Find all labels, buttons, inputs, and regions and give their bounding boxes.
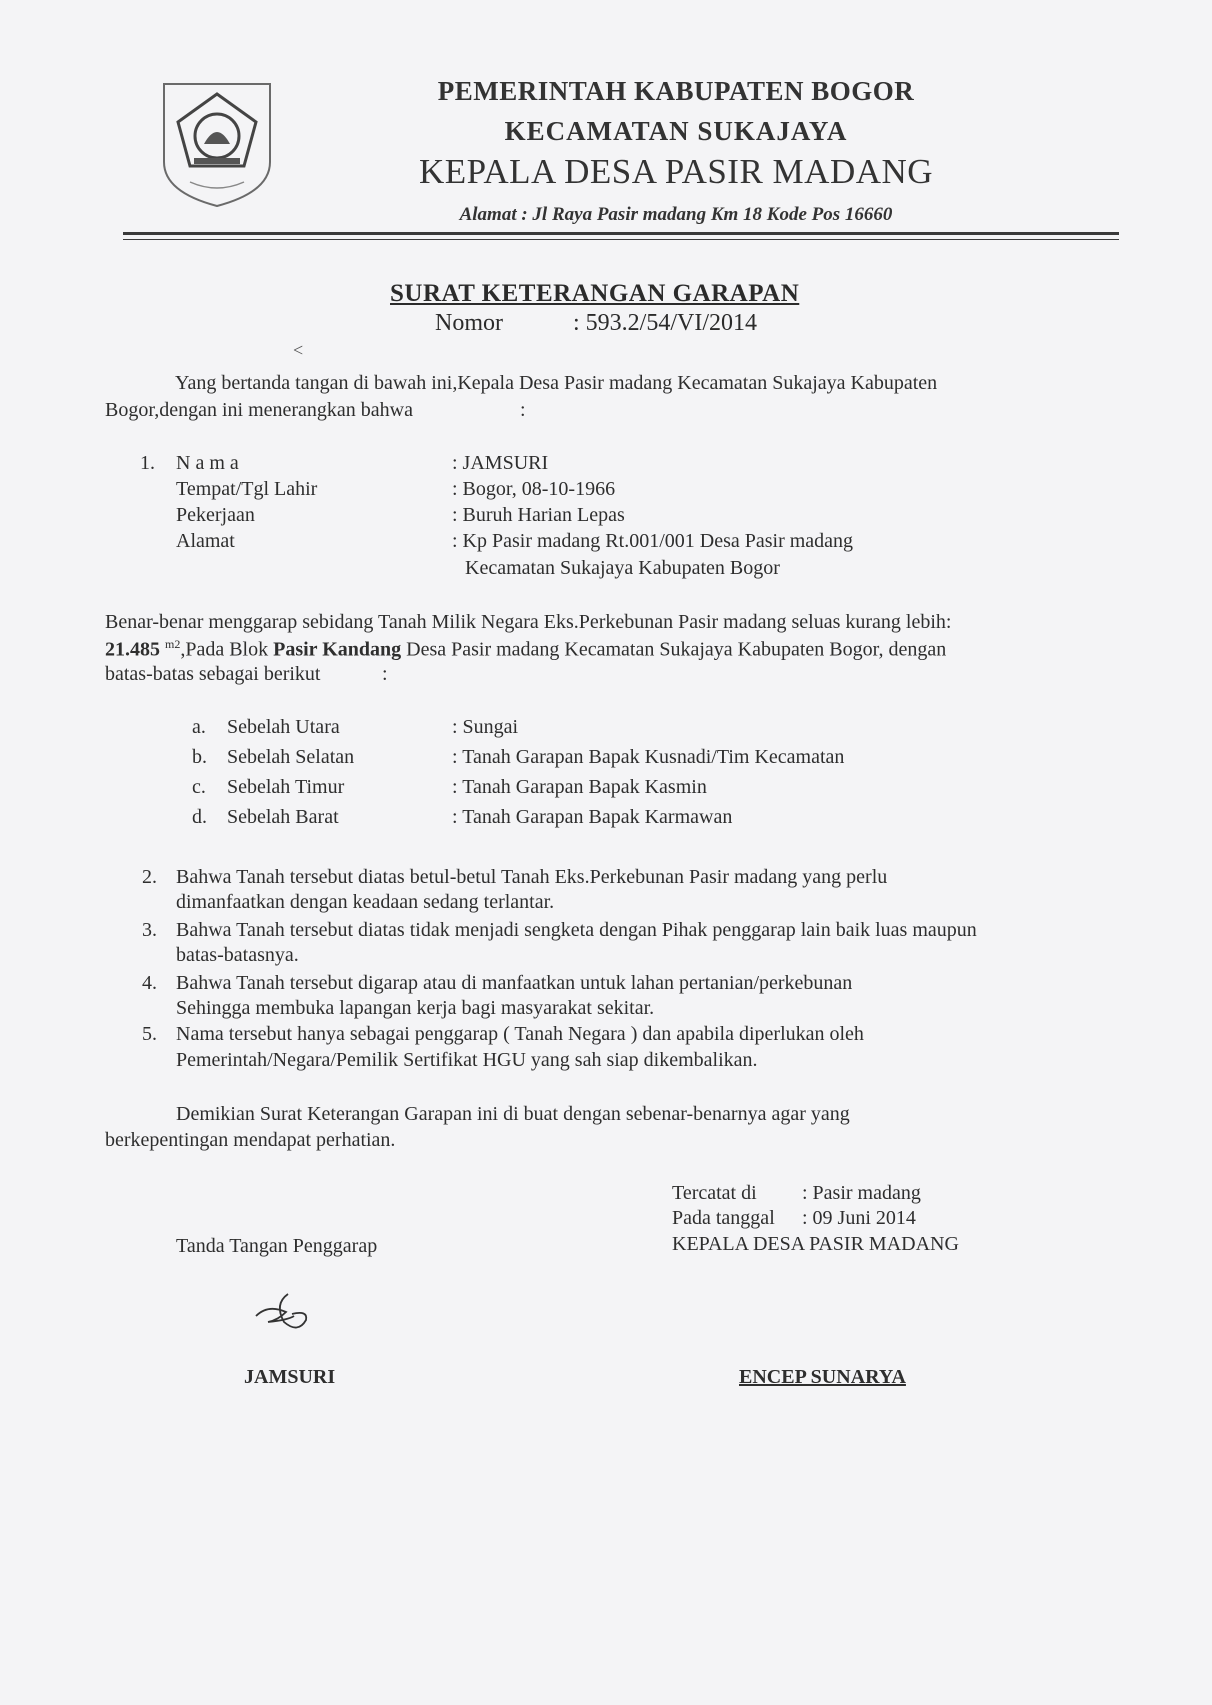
point-line: Pemerintah/Negara/Pemilik Sertifikat HGU yang sah siap dikembalikan. [176,1049,758,1071]
point-line: Nama tersebut hanya sebagai penggarap ( Tanah Negara ) dan apabila diperlukan oleh [176,1023,864,1045]
signature-name-left: JAMSURI [244,1366,336,1388]
point-line: Bahwa Tanah tersebut digarap atau di manfaatkan untuk lahan pertanian/perkebunan [176,972,853,994]
letterhead-government: PEMERINTAH KABUPATEN BOGOR [437,76,915,106]
land-mid-2: Desa Pasir madang Kecamatan Sukajaya Kabupaten Bogor, dengan [406,638,947,661]
land-mid-1: ,Pada Blok [180,638,269,661]
point-line: batas-batasnya. [176,944,299,966]
person-value-address: : Kp Pasir madang Rt.001/001 Desa Pasir madang [452,530,854,552]
document-title: SURAT KETERANGAN GARAPAN [390,280,800,307]
person-value-job: : Buruh Harian Lepas [452,504,625,526]
land-colon: : [382,663,388,685]
intro-line-1: Yang bertanda tangan di bawah ini,Kepala Desa Pasir madang Kecamatan Sukajaya Kabupaten [175,372,938,394]
issued-place-value: : Pasir madang [802,1182,921,1204]
nomor-label: Nomor [435,310,503,336]
point-number: 2. [142,866,157,888]
land-unit: m2 [165,637,181,651]
letterhead-district: KECAMATAN SUKAJAYA [504,116,848,146]
land-block: Pasir Kandang [273,638,402,661]
signature-mark [248,1286,320,1342]
person-label-name: N a m a [176,452,239,474]
boundary-label: Sebelah Barat [227,806,339,828]
closing-line-1: Demikian Surat Keterangan Garapan ini di buat dengan sebenar-benarnya agar yang [176,1103,850,1125]
person-value-name: : JAMSURI [452,452,549,474]
stray-mark: < [293,340,304,360]
point-number: 3. [142,919,157,941]
point-line: Bahwa Tanah tersebut diatas tidak menjadi sengketa dengan Pihak penggarap lain baik luas maupun [176,919,977,941]
land-line-3: batas-batas sebagai berikut [105,663,321,685]
point-number: 5. [142,1023,157,1045]
boundary-label: Sebelah Utara [227,716,340,738]
person-value-birth: : Bogor, 08-10-1966 [452,478,616,500]
boundary-letter: d. [192,806,207,828]
boundary-label: Sebelah Timur [227,776,345,798]
boundary-letter: a. [192,716,206,738]
boundary-value: : Tanah Garapan Bapak Kusnadi/Tim Kecamatan [452,746,845,768]
person-address-cont: Kecamatan Sukajaya Kabupaten Bogor [465,557,780,579]
intro-line-2: Bogor,dengan ini menerangkan bahwa [105,399,413,421]
signature-caption-left: Tanda Tangan Penggarap [176,1235,378,1257]
point-line: dimanfaatkan dengan keadaan sedang terlantar. [176,891,555,913]
letterhead-rule-thick [123,232,1119,235]
land-line-1: Benar-benar menggarap sebidang Tanah Milik Negara Eks.Perkebunan Pasir madang seluas kurang lebih: [105,611,952,633]
boundary-letter: c. [192,776,206,798]
boundary-letter: b. [192,746,207,768]
bogor-regency-emblem-icon [160,80,274,210]
letterhead-village-head: KEPALA DESA PASIR MADANG [418,152,934,191]
person-label-address: Alamat [176,530,235,552]
boundary-value: : Sungai [452,716,519,738]
issued-date-value: : 09 Juni 2014 [802,1207,916,1229]
point-number: 4. [142,972,157,994]
issued-place-label: Tercatat di [672,1182,757,1204]
letterhead-rule-thin [123,239,1119,240]
issued-date-label: Pada tanggal [672,1207,775,1229]
letterhead-address: Alamat : Jl Raya Pasir madang Km 18 Kode Pos 16660 [459,204,893,225]
signature-name-right: ENCEP SUNARYA [739,1366,906,1388]
nomor-value: : 593.2/54/VI/2014 [573,310,757,336]
boundary-label: Sebelah Selatan [227,746,355,768]
person-label-job: Pekerjaan [176,504,255,526]
person-number: 1. [140,452,155,474]
boundary-value: : Tanah Garapan Bapak Kasmin [452,776,707,798]
land-area: 21.485 [105,638,160,661]
point-line: Bahwa Tanah tersebut diatas betul-betul Tanah Eks.Perkebunan Pasir madang yang perlu [176,866,888,888]
issued-office: KEPALA DESA PASIR MADANG [672,1233,959,1255]
point-line: Sehingga membuka lapangan kerja bagi masyarakat sekitar. [176,997,655,1019]
closing-line-2: berkepentingan mendapat perhatian. [105,1129,396,1151]
intro-colon: : [520,399,526,421]
boundary-value: : Tanah Garapan Bapak Karmawan [452,806,733,828]
land-line-2 [105,637,946,662]
person-label-birth: Tempat/Tgl Lahir [176,478,318,500]
